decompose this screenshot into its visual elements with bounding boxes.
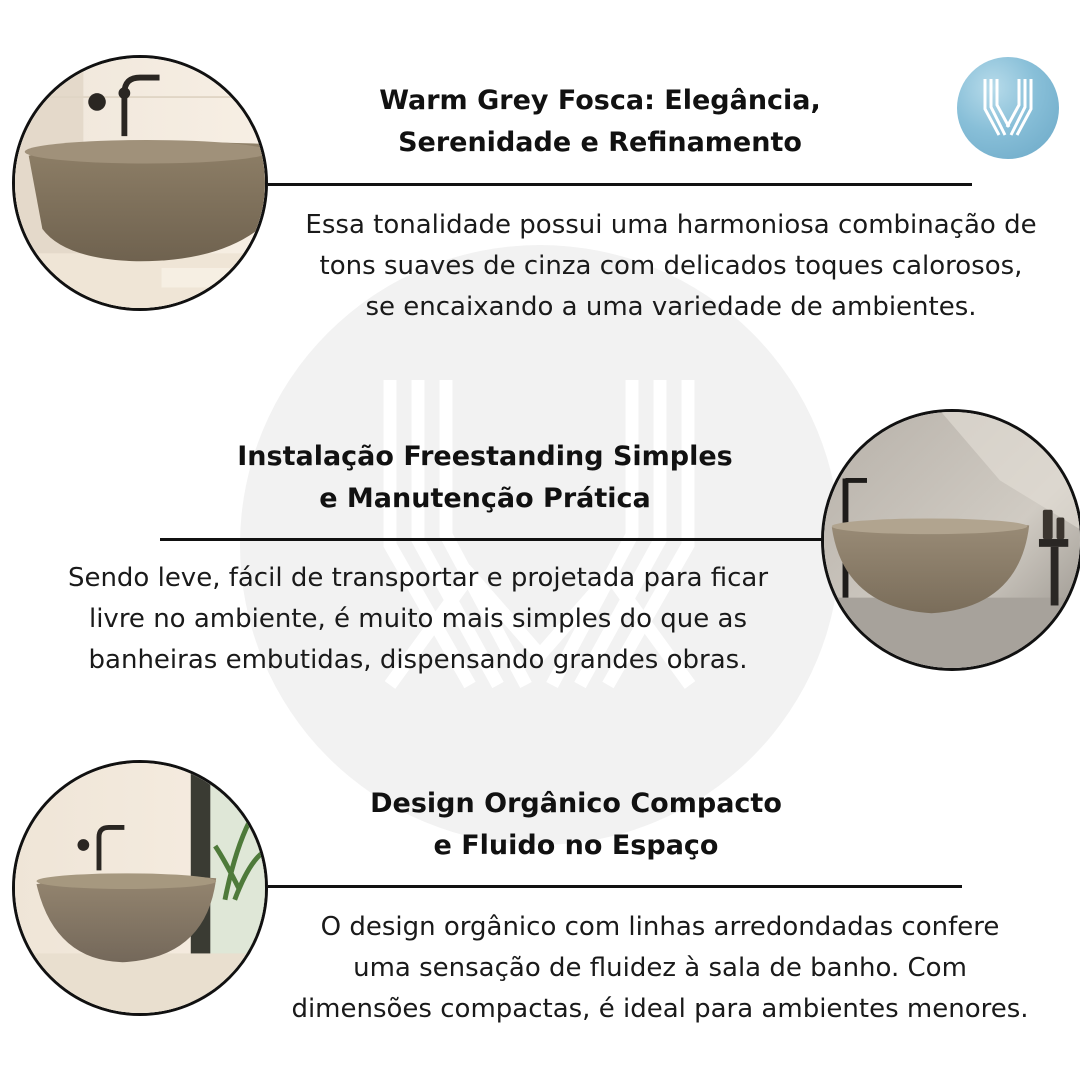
watermark-logo-icon xyxy=(240,245,840,845)
divider xyxy=(160,538,824,541)
section-description xyxy=(0,558,836,681)
k-monogram-logo-icon xyxy=(957,57,1059,159)
description-line: O design orgânico com linhas arredondadas confere xyxy=(320,912,1000,942)
section-title xyxy=(276,783,876,867)
description-line: uma sensação de fluidez à sala de banho. Com xyxy=(353,953,967,983)
description-line: livre no ambiente, é muito mais simples do que as xyxy=(88,604,748,634)
section-title xyxy=(300,80,900,164)
title-line: Design Orgânico Compacto xyxy=(370,788,782,819)
matte-warm-grey-bathtub-photo xyxy=(12,55,268,311)
freestanding-bathtub-photo xyxy=(821,409,1080,671)
section-description xyxy=(262,205,1080,328)
divider xyxy=(268,183,972,186)
title-line: e Fluido no Espaço xyxy=(433,830,719,861)
title-line: Instalação Freestanding Simples xyxy=(237,441,733,472)
section-title xyxy=(180,436,790,520)
title-line: Serenidade e Refinamento xyxy=(398,127,802,158)
divider xyxy=(268,885,962,888)
description-line: tons suaves de cinza com delicados toques calorosos, xyxy=(319,251,1023,281)
title-line: e Manutenção Prática xyxy=(319,483,651,514)
description-line: Sendo leve, fácil de transportar e projetada para ficar xyxy=(67,563,769,593)
organic-compact-bathtub-photo xyxy=(12,760,268,1016)
description-line: banheiras embutidas, dispensando grandes obras. xyxy=(88,645,748,675)
description-line: dimensões compactas, é ideal para ambientes menores. xyxy=(291,994,1029,1024)
section-description xyxy=(240,907,1080,1030)
title-line: Warm Grey Fosca: Elegância, xyxy=(379,85,821,116)
description-line: se encaixando a uma variedade de ambientes. xyxy=(365,292,977,322)
description-line: Essa tonalidade possui uma harmoniosa combinação de xyxy=(305,210,1037,240)
